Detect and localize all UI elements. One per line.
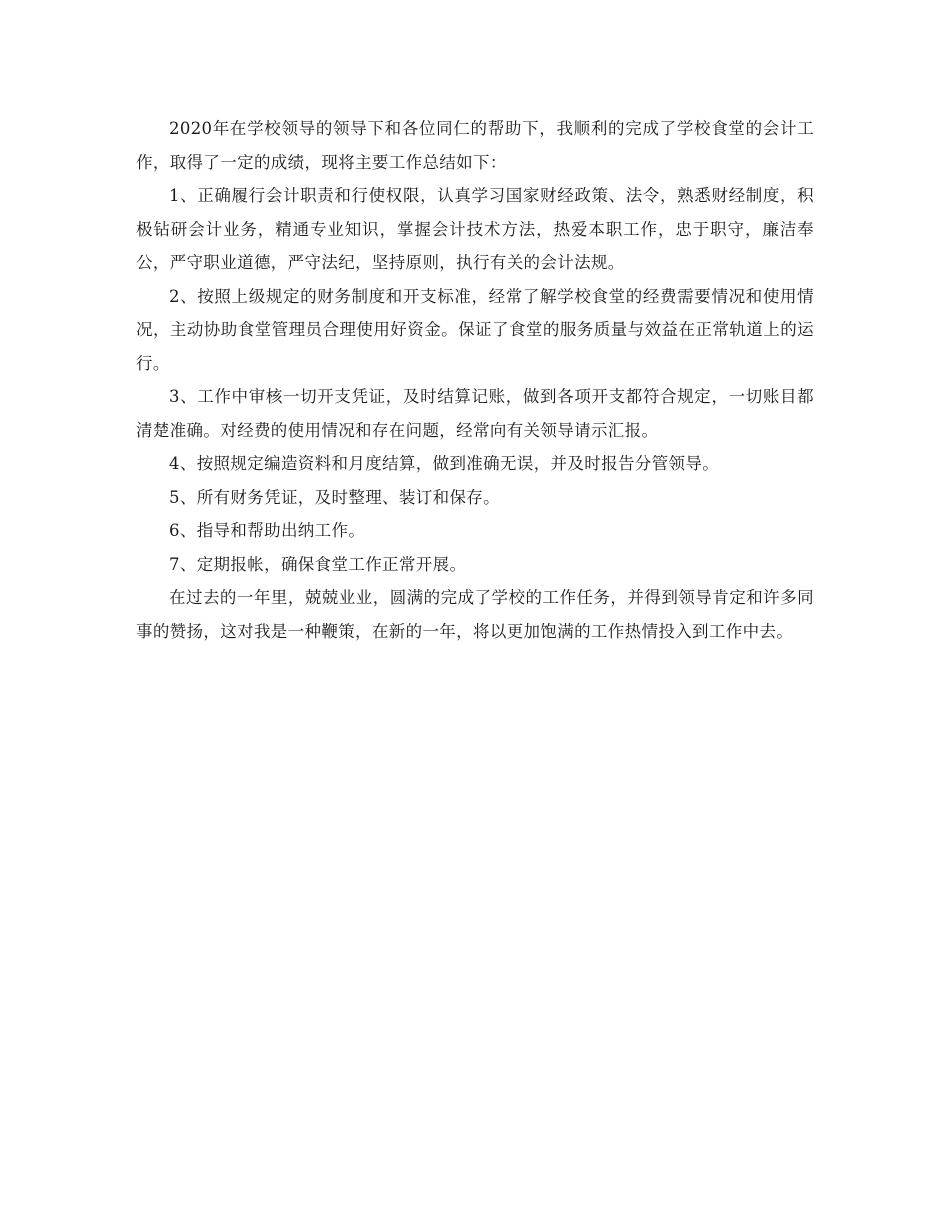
item-1-paragraph: 1、正确履行会计职责和行使权限，认真学习国家财经政策、法令，熟悉财经制度，积极钻研会计业务，精通专业知识，掌握会计技术方法，热爱本职工作，忠于职守，廉洁奉公，严守职业道德，严守法纪，坚持原则，执行有关的会计法规。 [136,186,814,272]
document-body [136,112,814,648]
closing-paragraph: 在过去的一年里，兢兢业业，圆满的完成了学校的工作任务，并得到领导肯定和许多同事的赞扬，这对我是一种鞭策，在新的一年，将以更加饱满的工作热情投入到工作中去。 [136,588,814,641]
item-5-paragraph: 5、所有财务凭证，及时整理、装订和保存。 [169,487,500,507]
intro-paragraph: 2020年在学校领导的领导下和各位同仁的帮助下，我顺利的完成了学校食堂的会计工作，取得了一定的成绩，现将主要工作总结如下： [136,119,814,172]
item-6-paragraph: 6、指导和帮助出纳工作。 [169,521,366,540]
item-4-paragraph: 4、按照规定编造资料和月度结算，做到准确无误，并及时报告分管领导。 [169,454,720,473]
item-2-paragraph: 2、按照上级规定的财务制度和开支标准，经常了解学校食堂的经费需要情况和使用情况，主动协助食堂管理员合理使用好资金。保证了食堂的服务质量与效益在正常轨道上的运行。 [136,286,814,373]
item-7-paragraph: 7、定期报帐，确保食堂工作正常开展。 [169,554,467,574]
item-3-paragraph: 3、工作中审核一切开支凭证，及时结算记账，做到各项开支都符合规定，一切账目都清楚准确。对经费的使用情况和存在问题，经常向有关领导请示汇报。 [136,387,814,440]
